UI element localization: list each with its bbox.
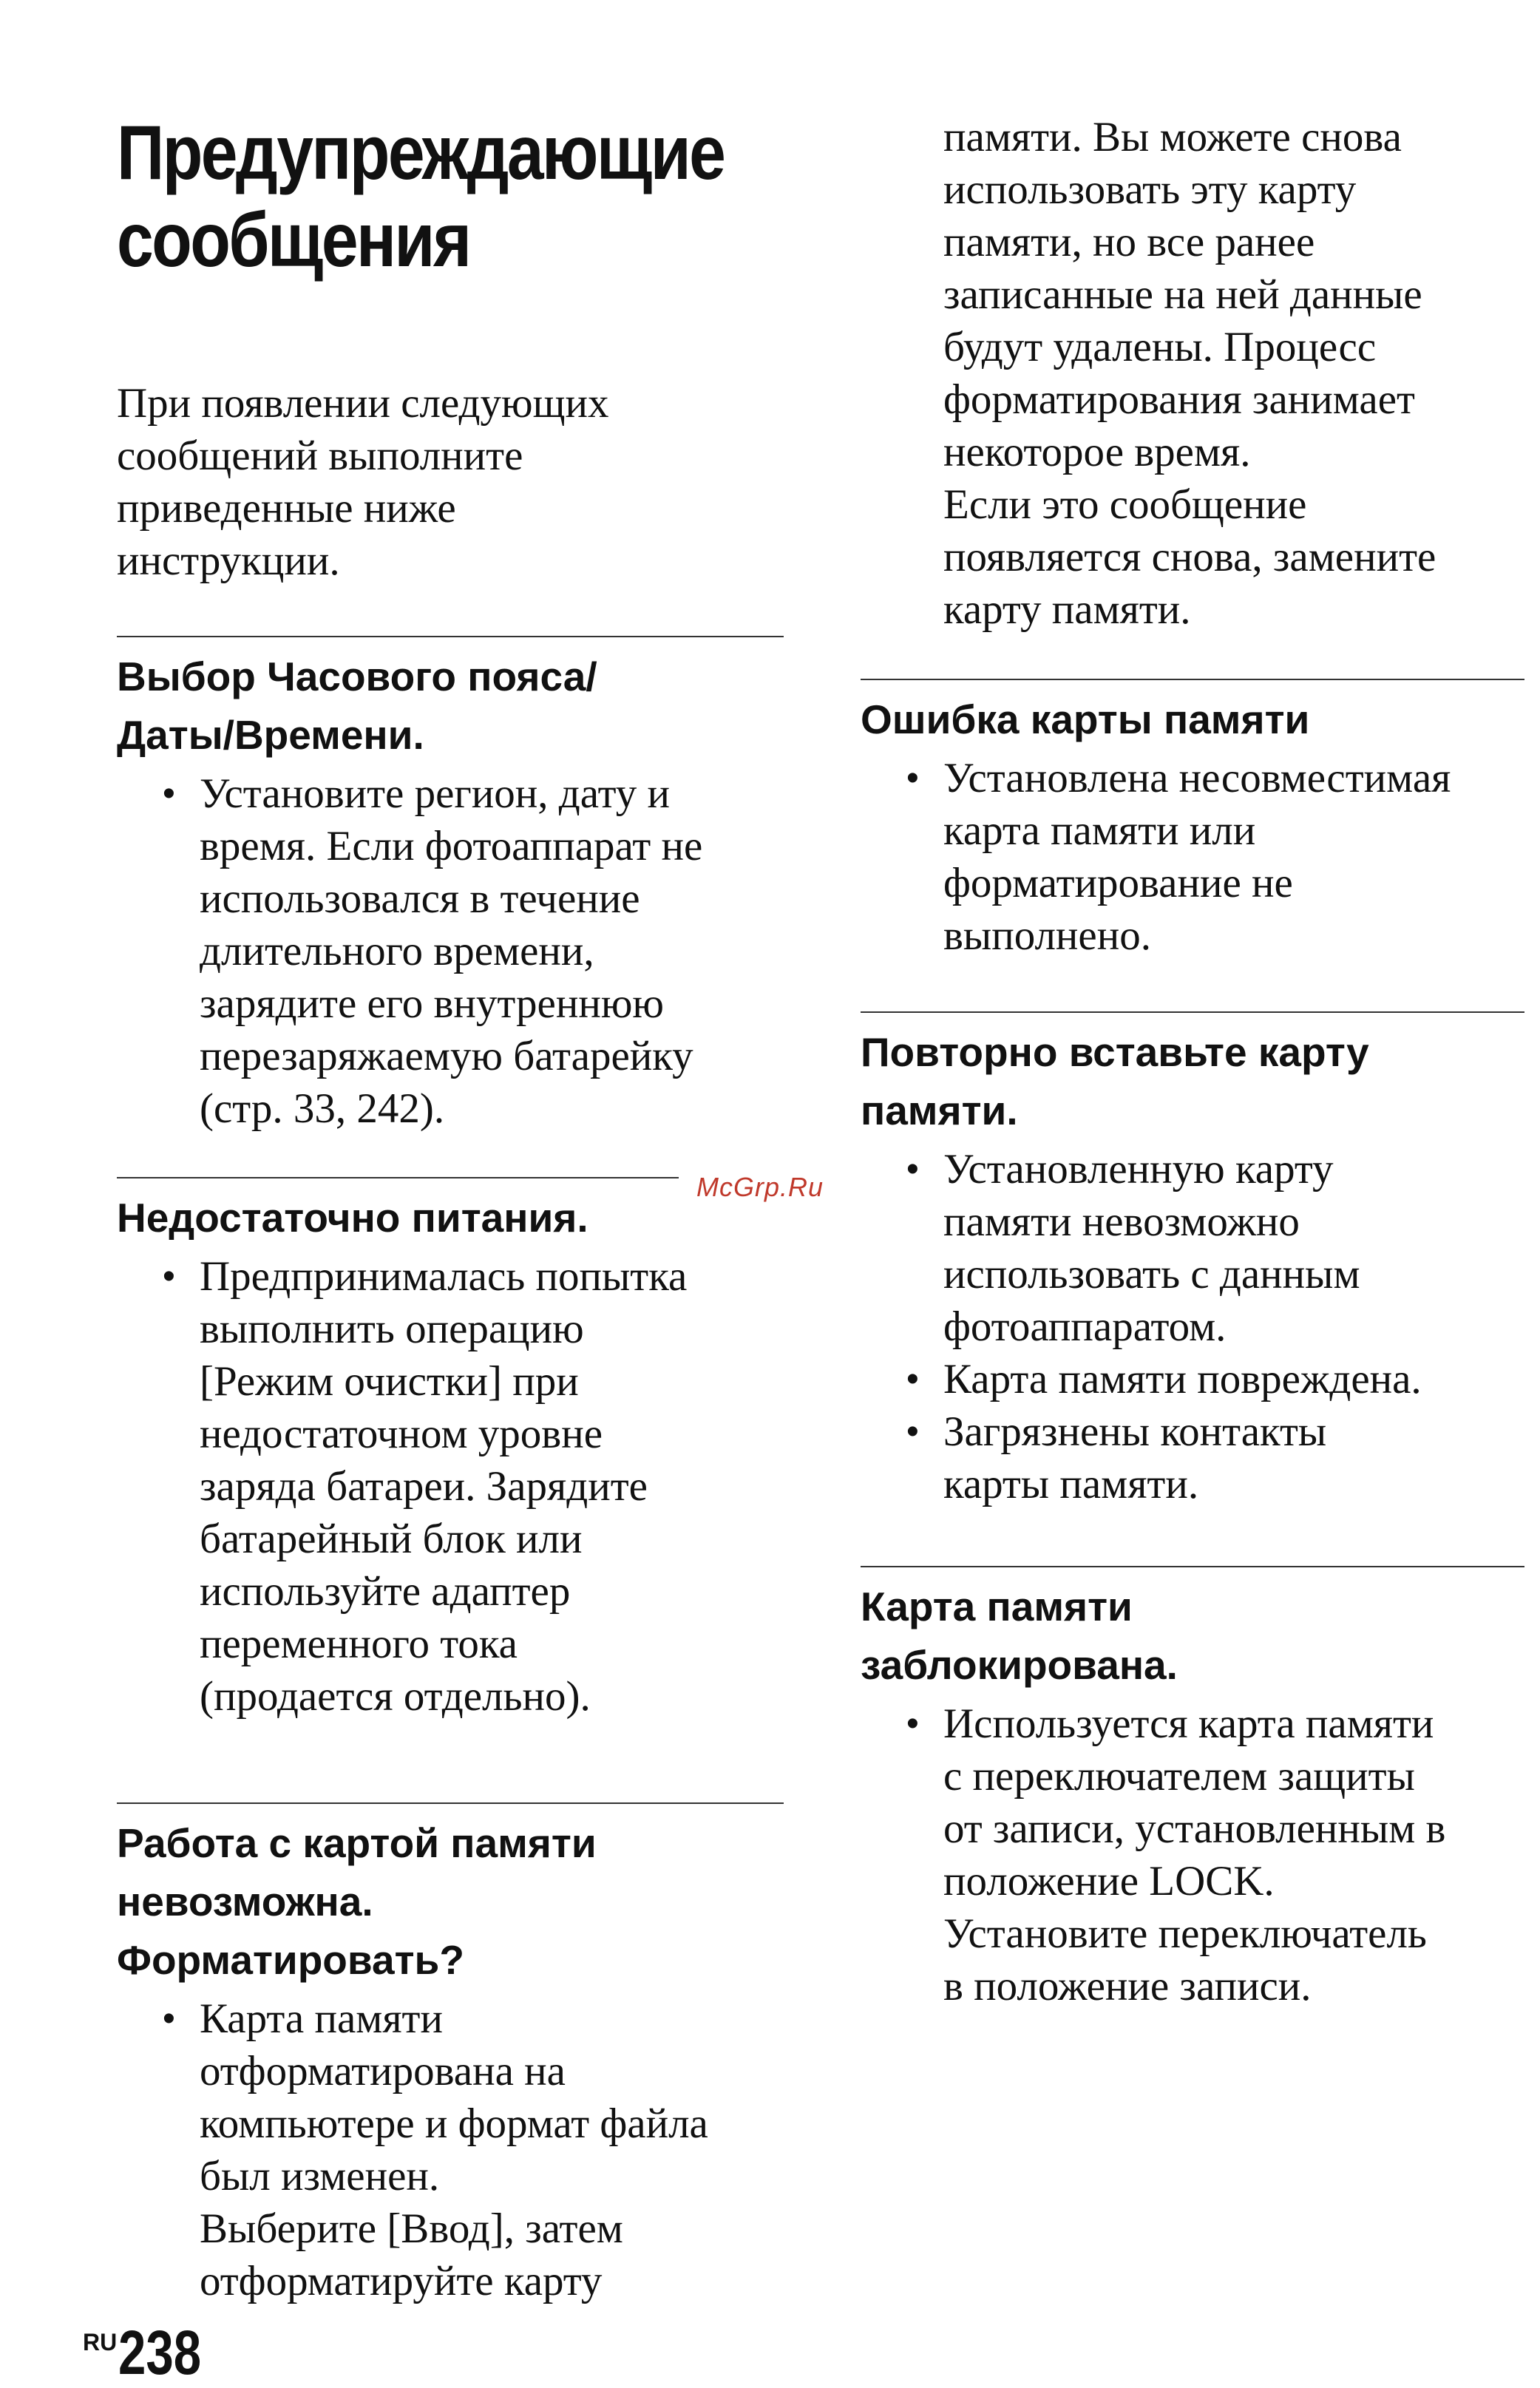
bullet-icon: • [906, 1360, 919, 1399]
bullet-icon: • [906, 1150, 919, 1189]
watermark-text: McGrp.Ru [696, 1172, 824, 1202]
bullet-line: Выберите [Ввод], затем [200, 2205, 623, 2252]
bullet-list [861, 1143, 1524, 1510]
text-line: появляется снова, замените [943, 534, 1436, 580]
section-time-zone [117, 636, 784, 1135]
list-item [861, 1143, 1524, 1353]
section-card-error [861, 679, 1524, 962]
bullet-line: перезаряжаемую батарейку [200, 1033, 693, 1079]
bullet-line: переменного тока [200, 1621, 518, 1667]
intro-line: сообщений выполните [117, 433, 523, 479]
bullet-line: выполнить операцию [200, 1306, 584, 1352]
bullet-line: заряда батареи. Зарядите [200, 1463, 648, 1510]
bullet-line: Установите регион, дату и [200, 770, 671, 817]
list-item [861, 752, 1524, 962]
bullet-line: в положение записи. [943, 1963, 1312, 2009]
bullet-line: недостаточном уровне [200, 1411, 603, 1457]
bullet-line: Установите переключатель [943, 1910, 1427, 1957]
bullet-line: использовался в течение [200, 875, 640, 922]
section-divider [117, 1177, 679, 1178]
heading-line: Карта памяти [861, 1584, 1133, 1629]
bullet-line: батарейный блок или [200, 1516, 583, 1562]
bullet-line: Установлена несовместимая [943, 755, 1451, 801]
list-item [861, 1405, 1524, 1510]
text-line: форматирования занимает [943, 376, 1415, 423]
bullet-list [861, 1697, 1524, 2012]
bullet-line: Карта памяти [200, 1995, 443, 2042]
heading-line: Ошибка карты памяти [861, 696, 1310, 742]
bullet-line: карты памяти. [943, 1461, 1199, 1507]
list-item [117, 1250, 784, 1723]
bullet-icon: • [906, 1704, 919, 1743]
list-item [861, 1697, 1524, 2012]
bullet-line: был изменен. [200, 2153, 440, 2199]
heading-line: Даты/Времени. [117, 712, 424, 758]
heading-line: Работа с картой памяти [117, 1820, 597, 1866]
text-line: Если это сообщение [943, 481, 1307, 528]
section-low-power [117, 1177, 784, 1723]
heading-line: заблокирована. [861, 1642, 1178, 1688]
list-item [861, 1353, 1524, 1405]
continued-paragraph [861, 111, 1540, 636]
bullet-line: [Режим очистки] при [200, 1358, 579, 1405]
bullet-list [117, 1992, 784, 2307]
bullet-line: Загрязнены контакты [943, 1408, 1327, 1455]
section-card-locked [861, 1566, 1524, 2012]
intro-line: инструкции. [117, 537, 340, 584]
bullet-icon: • [906, 1412, 919, 1451]
bullet-line: использовать с данным [943, 1251, 1360, 1298]
bullet-line: Установленную карту [943, 1146, 1334, 1193]
bullet-line: фотоаппаратом. [943, 1303, 1227, 1350]
section-divider [117, 636, 784, 637]
section-heading [861, 1578, 1524, 1695]
title-line: Предупреждающие [117, 110, 725, 196]
text-line: карту памяти. [943, 586, 1191, 633]
intro-line: При появлении следующих [117, 380, 609, 427]
page-language: RU [83, 2329, 118, 2355]
bullet-line: выполнено. [943, 912, 1151, 959]
title-line: сообщения [117, 197, 470, 283]
list-item [117, 1992, 784, 2307]
bullet-line: время. Если фотоаппарат не [200, 823, 703, 869]
section-divider [861, 1011, 1524, 1013]
bullet-line: зарядите его внутреннюю [200, 980, 665, 1027]
heading-line: Форматировать? [117, 1937, 464, 1983]
section-divider [117, 1802, 784, 1804]
bullet-line: (продается отдельно). [200, 1673, 591, 1720]
heading-line: Недостаточно питания. [117, 1195, 588, 1241]
bullet-icon: • [163, 1257, 175, 1296]
bullet-icon: • [163, 774, 175, 813]
bullet-line: отформатируйте карту [200, 2258, 603, 2304]
heading-line: Повторно вставьте карту [861, 1029, 1369, 1075]
intro-paragraph [117, 377, 782, 587]
text-line: будут удалены. Процесс [943, 324, 1377, 370]
page-title [117, 109, 816, 284]
text-line: памяти, но все ранее [943, 219, 1315, 265]
bullet-line: с переключателем защиты [943, 1753, 1415, 1800]
bullet-line: отформатирована на [200, 2048, 566, 2094]
bullet-line: карта памяти или [943, 807, 1256, 854]
heading-line: памяти. [861, 1088, 1018, 1133]
section-reinsert-card [861, 1011, 1524, 1510]
text-line: записанные на ней данные [943, 271, 1422, 318]
list-item [117, 767, 784, 1135]
section-heading [117, 648, 784, 764]
section-heading [861, 691, 1524, 749]
text-line: памяти. Вы можете снова [943, 114, 1402, 160]
section-heading [117, 1189, 784, 1247]
section-heading [117, 1814, 784, 1990]
bullet-line: памяти невозможно [943, 1198, 1300, 1245]
bullet-line: Предпринималась попытка [200, 1253, 688, 1300]
bullet-line: (стр. 33, 242). [200, 1085, 445, 1132]
section-divider [861, 679, 1524, 680]
section-heading [861, 1023, 1524, 1140]
text-line: использовать эту карту [943, 166, 1357, 213]
bullet-line: Карта памяти повреждена. [943, 1356, 1422, 1402]
bullet-line: Используется карта памяти [943, 1700, 1434, 1747]
section-card-unusable [117, 1802, 784, 2307]
bullet-line: от записи, установленным в [943, 1805, 1446, 1852]
heading-line: невозможна. [117, 1879, 373, 1924]
intro-line: приведенные ниже [117, 485, 456, 532]
bullet-line: форматирование не [943, 860, 1293, 906]
bullet-line: компьютере и формат файла [200, 2100, 708, 2147]
bullet-icon: • [906, 759, 919, 798]
bullet-line: длительного времени, [200, 928, 594, 974]
bullet-line: используйте адаптер [200, 1568, 571, 1615]
section-divider [861, 1566, 1524, 1567]
bullet-list [117, 767, 784, 1135]
bullet-list [861, 752, 1524, 962]
bullet-line: положение LOCK. [943, 1858, 1275, 1904]
text-line: некоторое время. [943, 429, 1251, 475]
bullet-list [117, 1250, 784, 1723]
page-number [83, 2318, 222, 2387]
page-number-value: 238 [118, 2318, 202, 2387]
bullet-icon: • [163, 1999, 175, 2038]
heading-line: Выбор Часового пояса/ [117, 654, 597, 699]
